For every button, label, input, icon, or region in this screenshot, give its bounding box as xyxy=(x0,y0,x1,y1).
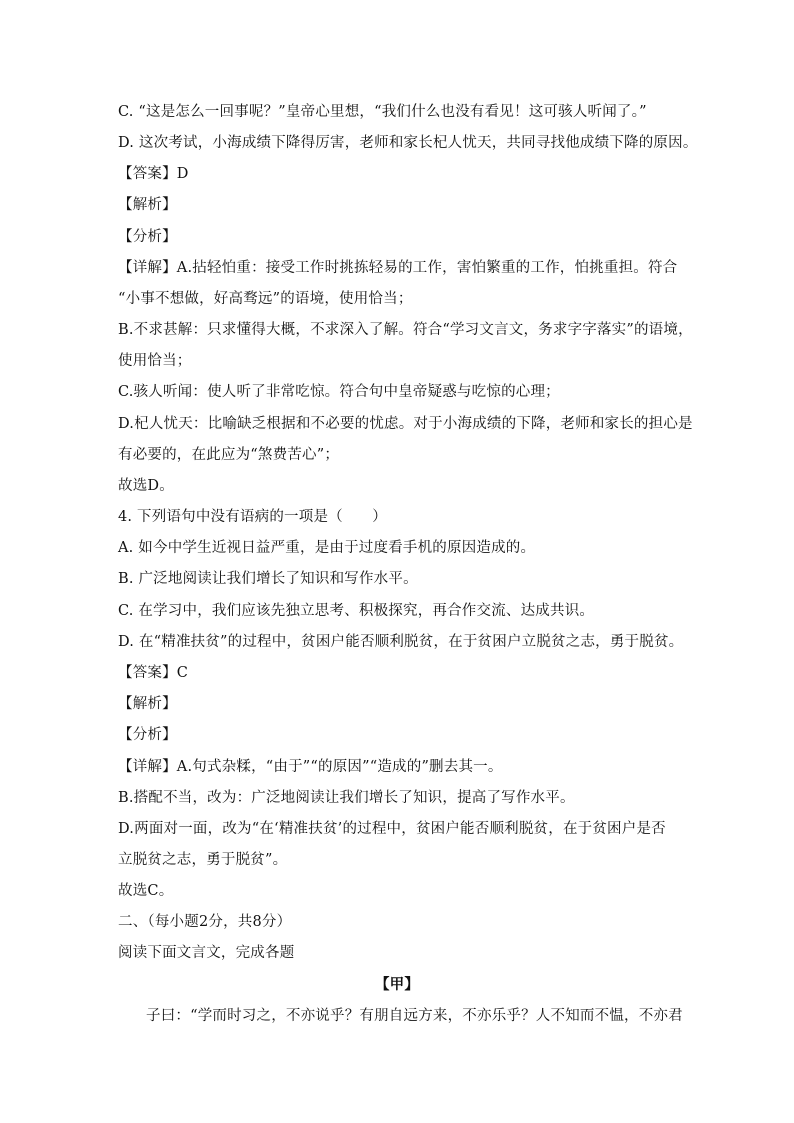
option-c-line: C. 在学习中，我们应该先独立思考、积极探究，再合作交流、达成共识。 xyxy=(118,603,595,619)
section-heading: 二、（每小题2分，共8分） xyxy=(118,914,292,930)
passage-title: 【甲】 xyxy=(374,976,420,993)
detail-line: 有必要的，在此应为“煞费苦心”； xyxy=(118,447,340,463)
conclusion-line: 故选C。 xyxy=(118,883,174,899)
analysis-heading: 【解析】 xyxy=(118,696,177,712)
detail-line: 【详解】A.拈轻怕重：接受工作时挑拣轻易的工作，害怕繁重的工作，怕挑重担。符合 xyxy=(118,260,678,276)
answer-line: 【答案】C xyxy=(118,665,189,681)
detail-line: C.骇人听闻：使人听了非常吃惊。符合句中皇帝疑惑与吃惊的心理； xyxy=(118,384,560,400)
question-4: 4. 下列语句中没有语病的一项是（ ） xyxy=(118,509,387,525)
analysis-heading: 【解析】 xyxy=(118,197,177,213)
detail-line: 立脱贫之志，勇于脱贫”。 xyxy=(118,852,288,868)
fenxi-heading: 【分析】 xyxy=(118,229,177,245)
detail-line: 使用恰当； xyxy=(118,353,192,369)
option-d-line: D. 在“精准扶贫”的过程中，贫困户能否顺利脱贫，在于贫困户立脱贫之志，勇于脱贫。 xyxy=(118,634,684,650)
answer-line: 【答案】D xyxy=(118,166,189,182)
detail-line: B.搭配不当，改为：广泛地阅读让我们增长了知识，提高了写作水平。 xyxy=(118,790,575,806)
detail-line: D.杞人忧天：比喻缺乏根据和不必要的忧虑。对于小海成绩的下降，老师和家长的担心是 xyxy=(118,416,693,432)
detail-line: D.两面对一面，改为“在‘精准扶贫’的过程中，贫困户能否顺利脱贫，在于贫困户是否 xyxy=(118,821,666,837)
passage-text: 子曰：“学而时习之，不亦说乎？有朋自远方来，不亦乐乎？人不知而不愠，不亦君 xyxy=(146,1008,683,1024)
fenxi-heading: 【分析】 xyxy=(118,727,177,743)
reading-instruction: 阅读下面文言文，完成各题 xyxy=(118,945,295,961)
option-d-line: D. 这次考试，小海成绩下降得厉害，老师和家长杞人忧天，共同寻找他成绩下降的原因。 xyxy=(118,135,698,151)
detail-line: 【详解】A.句式杂糅，“由于”“的原因”“造成的”删去其一。 xyxy=(118,759,503,775)
option-c-line: C. “这是怎么一回事呢？”皇帝心里想，“我们什么也没有看见！这可骇人听闻了。” xyxy=(118,104,647,120)
detail-line: B.不求甚解：只求懂得大概，不求深入了解。符合“学习文言文，务求字字落实”的语境， xyxy=(118,322,693,338)
conclusion-line: 故选D。 xyxy=(118,478,174,494)
option-b-line: B. 广泛地阅读让我们增长了知识和写作水平。 xyxy=(118,571,418,587)
detail-line: “小事不想做，好高骛远”的语境，使用恰当； xyxy=(118,291,413,307)
option-a-line: A. 如今中学生近视日益严重，是由于过度看手机的原因造成的。 xyxy=(118,540,536,556)
